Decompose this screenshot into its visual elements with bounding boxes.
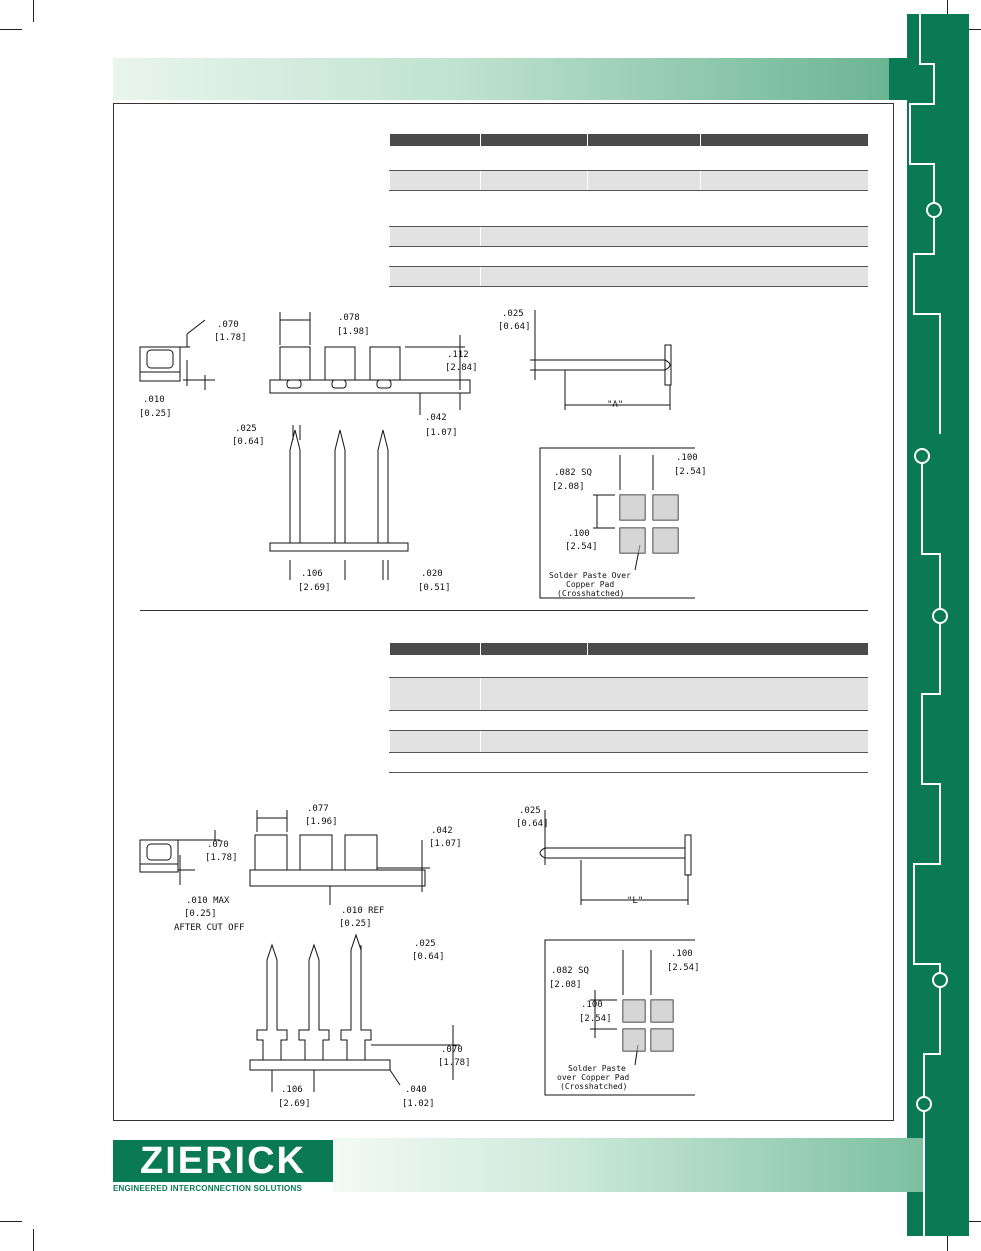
dim2-side-note: AFTER CUT OFF <box>174 923 245 933</box>
section-divider <box>140 610 868 611</box>
dim2-side-height-mm: [1.78] <box>205 853 238 863</box>
header-band <box>113 58 889 100</box>
spec-table-1 <box>389 134 868 287</box>
footer-band <box>333 1138 923 1192</box>
dim2-side-height: .070 <box>207 840 229 850</box>
pin-side-view-2 <box>540 810 691 905</box>
pad-dim-pitch-mm: [2.54] <box>674 467 707 477</box>
dim-top-height-mm: [2.84] <box>445 363 478 373</box>
dim-front-gap-mm: [0.51] <box>418 583 451 593</box>
dim-side-2-mm: [0.25] <box>139 409 172 419</box>
dim-pin-thickness-mm: [0.64] <box>498 322 531 332</box>
dim2-front-height-mm: [1.78] <box>438 1058 471 1068</box>
logo-tagline: ENGINEERED INTERCONNECTION SOLUTIONS <box>113 1184 302 1193</box>
dim2-pin-thickness-mm: [0.64] <box>516 819 549 829</box>
section1-drawings <box>135 300 695 605</box>
dim2-front-width: .025 <box>414 939 436 949</box>
pad-dim-row: .100 <box>568 529 590 539</box>
front-view-terminals <box>270 425 408 580</box>
pad-dim-square: .082 SQ <box>554 468 592 478</box>
pad-dim-pitch: .100 <box>676 453 698 463</box>
pad2-dim-row: .100 <box>581 1000 603 1010</box>
dim2-top-ref-mm: [0.25] <box>339 919 372 929</box>
zierick-logo <box>113 1140 333 1192</box>
dim2-top-strip-mm: [1.07] <box>429 839 462 849</box>
pad2-dim-row-mm: [2.54] <box>579 1014 612 1024</box>
crop-mark <box>33 1229 34 1251</box>
pad2-note-1: Solder Paste <box>568 1064 626 1073</box>
dim2-top-ref: .010 REF <box>341 906 385 916</box>
dim-front-pitch: .106 <box>301 569 323 579</box>
dim-pin-thickness: .025 <box>502 309 524 319</box>
dim2-pin-thickness: .025 <box>519 806 541 816</box>
pad2-note-3: (Crosshatched) <box>560 1082 628 1091</box>
carrier-strip-view-2 <box>250 810 430 905</box>
pad-dim-row-mm: [2.54] <box>565 542 598 552</box>
pad2-dim-square-mm: [2.08] <box>549 980 582 990</box>
dim2-front-pitch: .106 <box>281 1085 303 1095</box>
pad-dim-square-mm: [2.08] <box>552 482 585 492</box>
dim-top-strip: .042 <box>425 413 447 423</box>
pad2-dim-pitch: .100 <box>671 949 693 959</box>
dim-front-width-mm: [0.64] <box>232 437 265 447</box>
dim2-side-max: .010 MAX <box>186 896 230 906</box>
dim-top-height: .112 <box>447 350 469 360</box>
dim2-pin-length: "L" <box>627 896 644 906</box>
spec-table-2 <box>389 643 868 773</box>
dim-front-width: .025 <box>235 424 257 434</box>
dim-top-pitch: .078 <box>338 313 360 323</box>
dim-top-strip-mm: [1.07] <box>425 428 458 438</box>
logo-wordmark: ZIERICK <box>113 1140 333 1182</box>
carrier-strip-view <box>270 312 470 415</box>
dim-pin-length: "A" <box>607 400 624 410</box>
dim-front-pitch-mm: [2.69] <box>298 583 331 593</box>
circuit-trace-graphic <box>900 14 976 1236</box>
pin-side-view <box>530 310 671 410</box>
dim2-side-max-mm: [0.25] <box>184 909 217 919</box>
dim-front-gap: .020 <box>421 569 443 579</box>
pad2-note-2: over Copper Pad <box>557 1073 630 1082</box>
dim-side-1-mm: [1.78] <box>214 333 247 343</box>
dim2-top-strip: .042 <box>431 826 453 836</box>
dim2-front-height: .070 <box>441 1045 463 1055</box>
pad2-dim-square: .082 SQ <box>551 966 589 976</box>
crop-mark <box>0 1221 22 1222</box>
crop-mark <box>0 29 22 30</box>
pad-note-3: (Crosshatched) <box>557 589 625 598</box>
dim2-front-base: .040 <box>405 1085 427 1095</box>
dim-side-2: .010 <box>143 395 165 405</box>
dim2-top-pitch: .077 <box>307 804 329 814</box>
crop-mark <box>33 0 34 22</box>
dim2-front-pitch-mm: [2.69] <box>278 1099 311 1109</box>
side-view-terminal <box>140 320 215 390</box>
dim-top-pitch-mm: [1.98] <box>337 327 370 337</box>
dim-side-1: .070 <box>217 320 239 330</box>
dim2-front-width-mm: [0.64] <box>412 952 445 962</box>
pad-note-1: Solder Paste Over <box>549 571 631 580</box>
dim2-top-pitch-mm: [1.96] <box>305 817 338 827</box>
pad-note-2: Copper Pad <box>566 580 615 589</box>
dim2-front-base-mm: [1.02] <box>402 1099 435 1109</box>
pad2-dim-pitch-mm: [2.54] <box>667 963 700 973</box>
